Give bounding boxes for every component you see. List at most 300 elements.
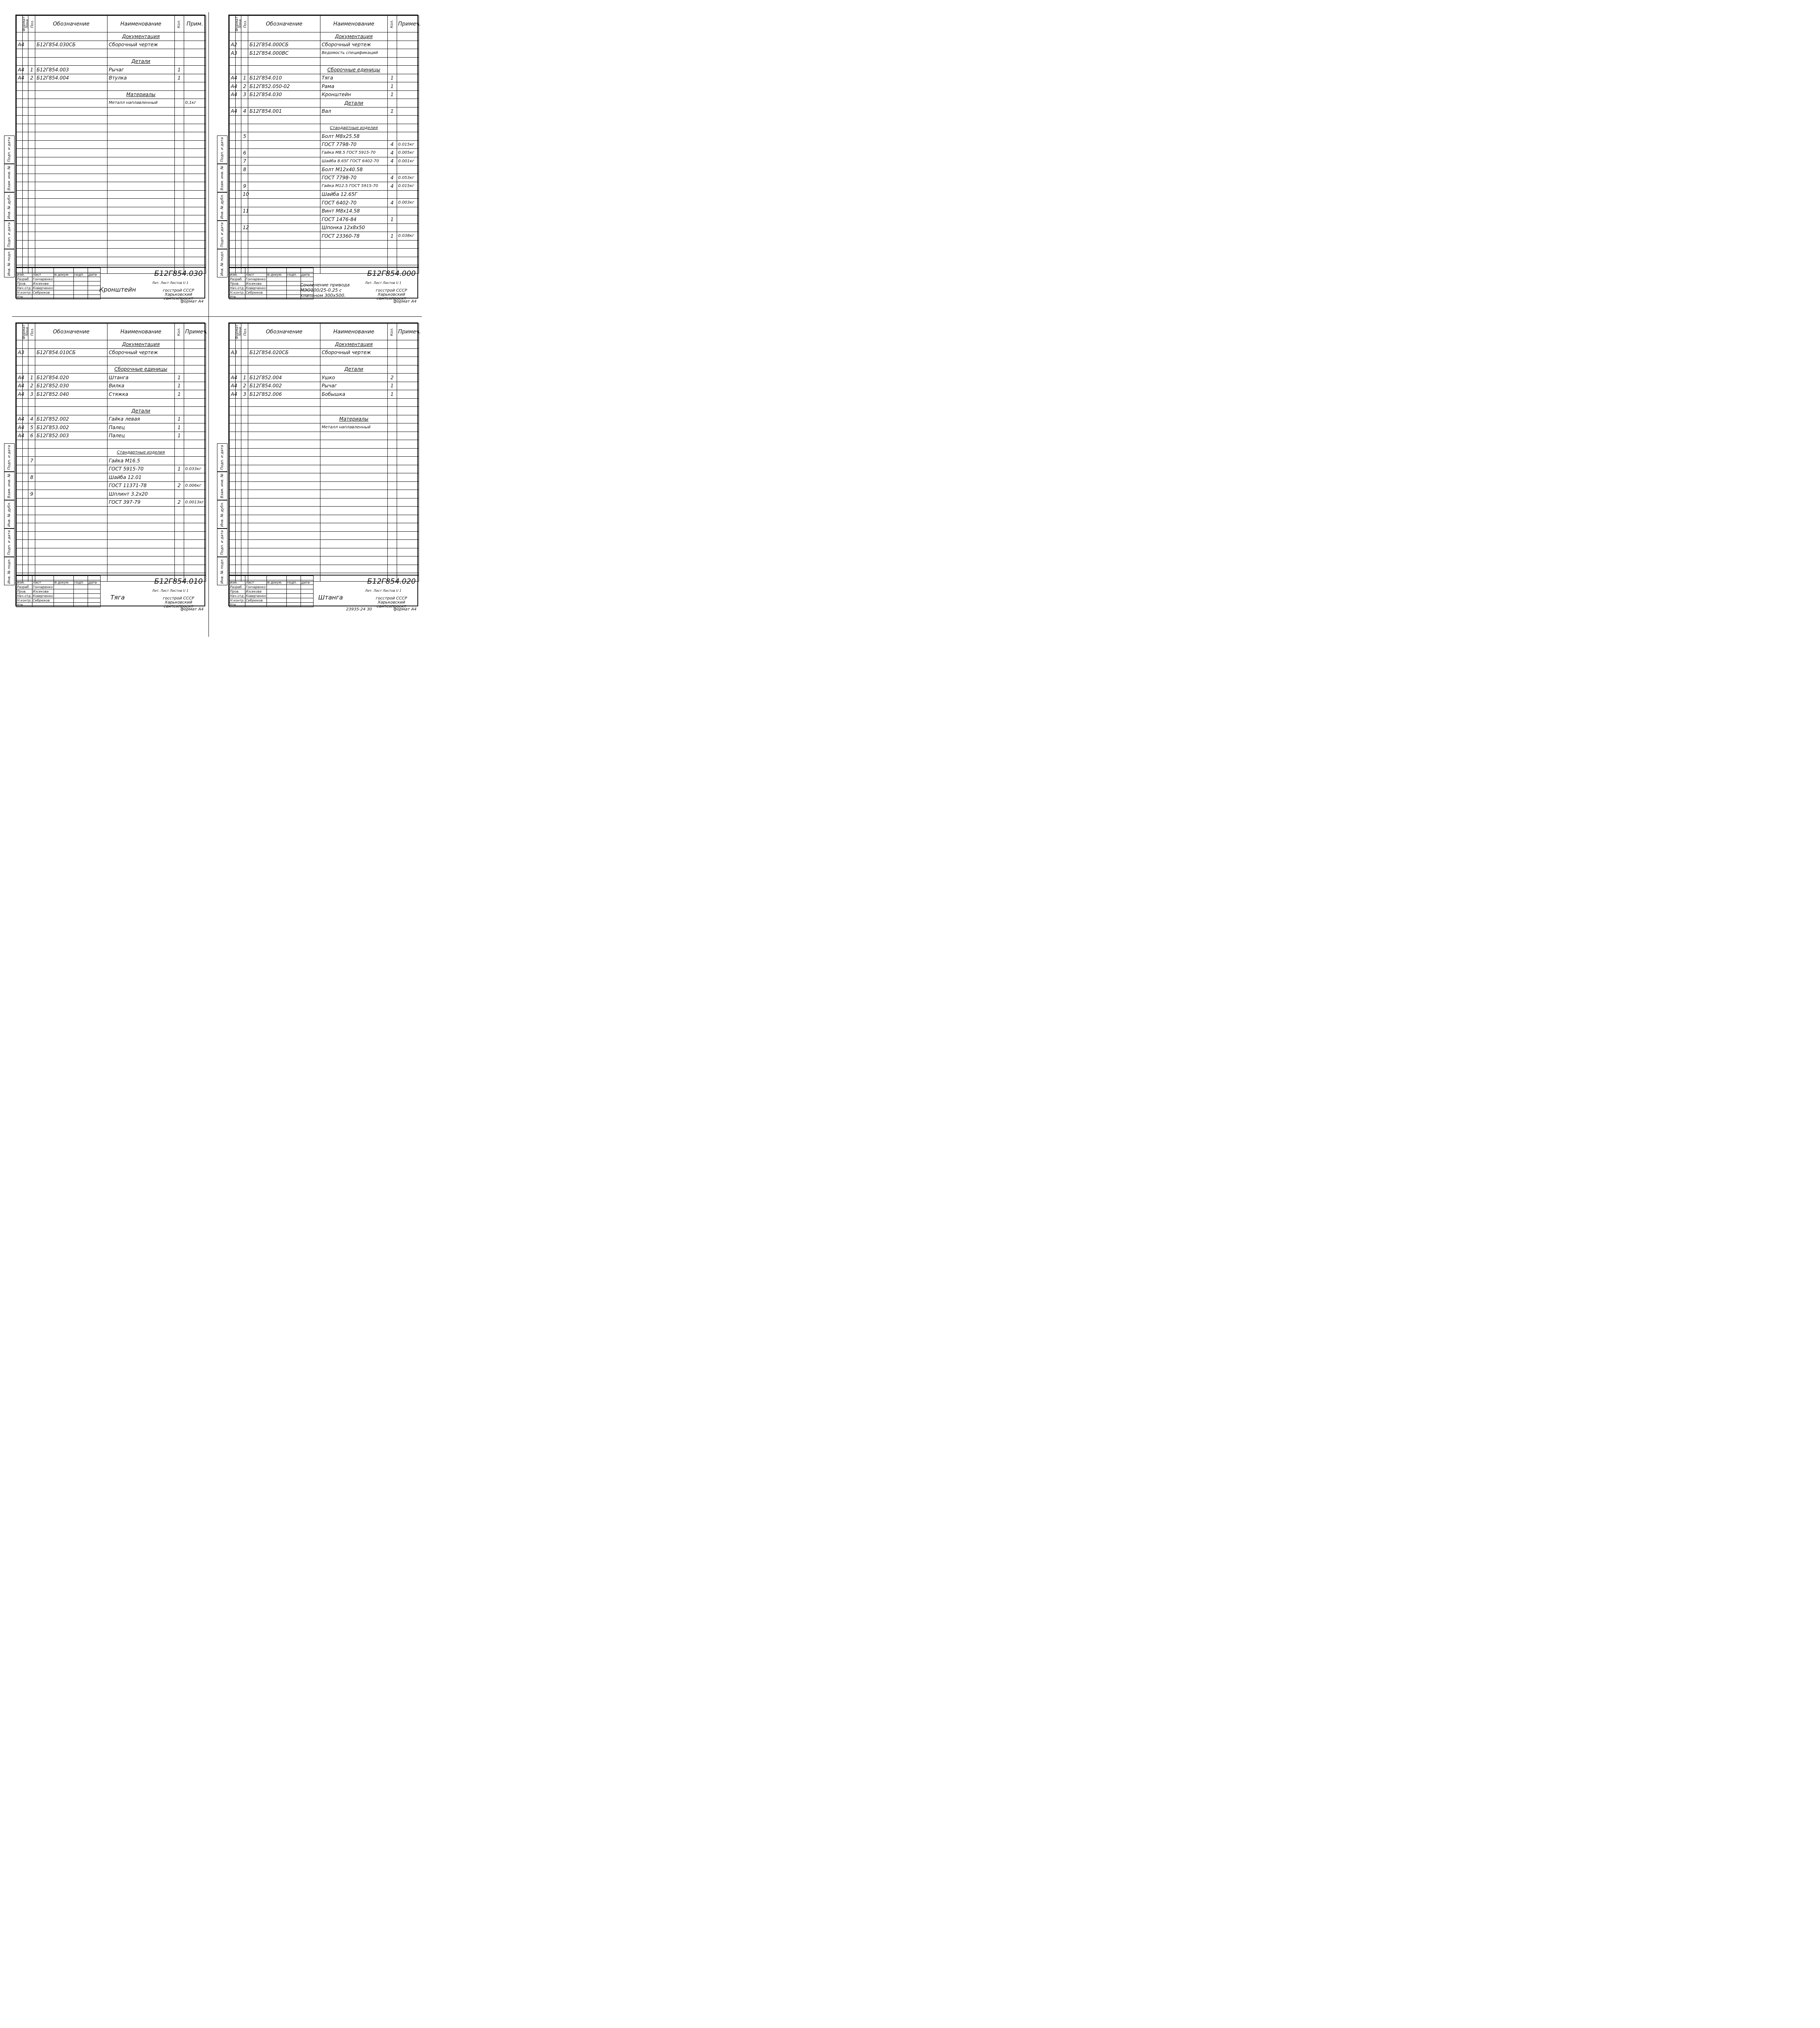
zone-cell bbox=[22, 540, 28, 548]
designation-cell bbox=[35, 132, 107, 141]
name-cell bbox=[107, 565, 174, 573]
table-row bbox=[230, 82, 419, 91]
pos-cell bbox=[28, 565, 35, 573]
zone-cell bbox=[235, 174, 241, 182]
pos-cell bbox=[241, 357, 248, 365]
format-cell bbox=[230, 423, 236, 432]
designation-cell bbox=[248, 207, 320, 215]
format-cell bbox=[17, 223, 23, 232]
qty-cell bbox=[387, 32, 397, 41]
name-cell: ГОСТ 5915-70 bbox=[107, 465, 174, 473]
qty-cell: 1 bbox=[174, 390, 184, 399]
format-cell bbox=[17, 440, 23, 449]
name-cell bbox=[107, 157, 174, 165]
note-cell bbox=[397, 440, 419, 449]
name-cell bbox=[320, 249, 387, 257]
title-block-cell bbox=[286, 281, 301, 286]
format-cell bbox=[17, 240, 23, 249]
designation-cell bbox=[248, 448, 320, 457]
table-row bbox=[230, 374, 419, 382]
format-cell: А4 bbox=[17, 390, 23, 399]
qty-header: Кол. bbox=[174, 324, 184, 340]
note-cell bbox=[184, 473, 206, 482]
pos-cell bbox=[28, 182, 35, 191]
designation-cell: Б12Г852.003 bbox=[35, 432, 107, 440]
pos-cell bbox=[241, 531, 248, 540]
designation-cell bbox=[35, 174, 107, 182]
zone-cell bbox=[22, 223, 28, 232]
name-cell: Ушко bbox=[320, 374, 387, 382]
format-label: формат А4 bbox=[180, 607, 204, 612]
table-row bbox=[230, 74, 419, 82]
title-block bbox=[229, 267, 419, 300]
pos-cell bbox=[28, 32, 35, 41]
title-block-cell bbox=[286, 295, 301, 299]
zone-cell bbox=[235, 481, 241, 490]
pos-cell bbox=[28, 556, 35, 565]
designation-cell bbox=[248, 465, 320, 473]
format-cell bbox=[17, 357, 23, 365]
zone-header: Зона bbox=[22, 324, 28, 340]
designation-cell bbox=[248, 423, 320, 432]
format-cell bbox=[230, 215, 236, 224]
note-cell bbox=[184, 140, 206, 149]
title-block-cell bbox=[266, 598, 286, 603]
pos-cell bbox=[241, 365, 248, 374]
title-block-cell bbox=[73, 295, 88, 299]
qty-cell: 1 bbox=[387, 107, 397, 116]
name-cell: Ведомость спецификаций bbox=[320, 49, 387, 58]
table-row bbox=[230, 132, 419, 141]
format-cell bbox=[230, 57, 236, 66]
format-cell bbox=[17, 49, 23, 58]
name-cell bbox=[107, 232, 174, 241]
table-row bbox=[230, 257, 419, 265]
qty-cell bbox=[387, 41, 397, 49]
title-block-cell: Н.контр. bbox=[230, 290, 245, 294]
designation-cell bbox=[35, 82, 107, 91]
designation-cell bbox=[35, 507, 107, 515]
name-cell: ГОСТ 1476-84 bbox=[320, 215, 387, 224]
note-cell bbox=[397, 498, 419, 507]
qty-cell bbox=[174, 556, 184, 565]
format-cell bbox=[230, 140, 236, 149]
table-row bbox=[230, 66, 419, 74]
designation-cell bbox=[35, 116, 107, 124]
name-cell: ГОСТ 11371-78 bbox=[107, 481, 174, 490]
designation-cell bbox=[35, 215, 107, 224]
name-cell: Втулка bbox=[107, 74, 174, 82]
format-cell: А4 bbox=[230, 82, 236, 91]
title-block-cell bbox=[32, 268, 54, 273]
table-row bbox=[17, 165, 206, 174]
note-cell bbox=[184, 382, 206, 390]
qty-cell bbox=[174, 182, 184, 191]
table-row bbox=[17, 116, 206, 124]
pos-cell bbox=[241, 249, 248, 257]
table-row bbox=[230, 90, 419, 99]
qty-cell bbox=[174, 348, 184, 357]
pos-cell bbox=[28, 57, 35, 66]
title-block-cell: Подп. bbox=[286, 273, 301, 277]
designation-cell bbox=[35, 90, 107, 99]
note-cell bbox=[397, 82, 419, 91]
format-cell bbox=[17, 215, 23, 224]
pos-cell bbox=[28, 398, 35, 407]
document-code: Б12Г854.030 bbox=[154, 269, 203, 278]
side-label-cell bbox=[4, 221, 15, 249]
table-row bbox=[17, 407, 206, 415]
qty-cell: 1 bbox=[174, 374, 184, 382]
title-block-cell bbox=[32, 603, 54, 607]
zone-cell bbox=[22, 565, 28, 573]
table-row bbox=[17, 490, 206, 498]
organization: госстрой СССР Харьковский сантехпроект bbox=[376, 596, 407, 609]
format-cell bbox=[17, 398, 23, 407]
pos-cell bbox=[28, 481, 35, 490]
title-block-cell bbox=[73, 589, 88, 594]
pos-cell bbox=[241, 215, 248, 224]
side-label-cell bbox=[217, 500, 228, 528]
zone-cell bbox=[22, 473, 28, 482]
designation-cell bbox=[248, 199, 320, 207]
pos-cell: 2 bbox=[241, 82, 248, 91]
side-label-cell bbox=[217, 192, 228, 221]
qty-cell bbox=[174, 448, 184, 457]
zone-cell bbox=[235, 357, 241, 365]
qty-cell: 1 bbox=[387, 74, 397, 82]
designation-cell bbox=[35, 523, 107, 532]
pos-cell bbox=[28, 215, 35, 224]
qty-cell bbox=[387, 49, 397, 58]
zone-cell bbox=[235, 490, 241, 498]
name-cell bbox=[320, 398, 387, 407]
pos-cell bbox=[241, 515, 248, 523]
note-cell bbox=[184, 556, 206, 565]
qty-cell bbox=[387, 498, 397, 507]
designation-cell bbox=[35, 257, 107, 265]
pos-cell: 8 bbox=[241, 165, 248, 174]
note-cell bbox=[184, 232, 206, 241]
pos-cell: 9 bbox=[28, 490, 35, 498]
format-cell bbox=[17, 249, 23, 257]
zone-cell bbox=[235, 66, 241, 74]
zone-cell bbox=[235, 548, 241, 556]
designation-cell bbox=[35, 190, 107, 199]
title-block-cell: Подп. bbox=[73, 273, 88, 277]
name-cell bbox=[107, 556, 174, 565]
side-label-cell bbox=[4, 249, 15, 277]
name-cell: Металл наплавленный bbox=[107, 99, 174, 107]
pos-cell: 4 bbox=[28, 415, 35, 423]
pos-cell bbox=[241, 548, 248, 556]
format-cell bbox=[17, 498, 23, 507]
spec-table bbox=[16, 15, 206, 274]
note-cell bbox=[397, 473, 419, 482]
table-row bbox=[230, 432, 419, 440]
qty-cell bbox=[387, 99, 397, 107]
qty-cell bbox=[387, 190, 397, 199]
title-block-cell bbox=[32, 295, 54, 299]
title-block-cell: Себрюков bbox=[32, 598, 54, 603]
note-cell bbox=[397, 223, 419, 232]
name-cell: Болт М8х25.58 bbox=[320, 132, 387, 141]
zone-cell bbox=[22, 249, 28, 257]
designation-cell bbox=[35, 223, 107, 232]
title-block-cell: Гончаренко bbox=[245, 585, 266, 589]
format-cell bbox=[17, 90, 23, 99]
title-block-cell bbox=[286, 290, 301, 295]
note-cell bbox=[184, 116, 206, 124]
pos-cell bbox=[241, 124, 248, 132]
note-cell bbox=[184, 107, 206, 116]
name-cell: Шайба 12.65Г bbox=[320, 190, 387, 199]
format-cell bbox=[230, 182, 236, 191]
note-cell bbox=[184, 223, 206, 232]
name-cell bbox=[107, 257, 174, 265]
zone-cell bbox=[235, 423, 241, 432]
designation-cell bbox=[248, 132, 320, 141]
name-cell: ГОСТ 23360-78 bbox=[320, 232, 387, 241]
name-cell bbox=[107, 174, 174, 182]
note-header: Примеч. bbox=[184, 324, 206, 340]
format-cell bbox=[230, 398, 236, 407]
designation-cell bbox=[35, 140, 107, 149]
lit-sheet-labels: Лит. Лист Листов U 1 bbox=[365, 589, 402, 593]
qty-cell bbox=[174, 149, 184, 157]
zone-cell bbox=[22, 116, 28, 124]
pos-cell bbox=[28, 132, 35, 141]
designation-cell bbox=[248, 190, 320, 199]
designation-cell bbox=[248, 481, 320, 490]
table-row bbox=[230, 365, 419, 374]
side-strip bbox=[4, 135, 15, 277]
side-label-cell bbox=[4, 557, 15, 585]
zone-cell bbox=[235, 415, 241, 423]
format-cell bbox=[17, 165, 23, 174]
pos-cell: 10 bbox=[241, 190, 248, 199]
note-header: Примеч. bbox=[397, 16, 419, 32]
pos-cell bbox=[241, 457, 248, 465]
zone-cell bbox=[22, 257, 28, 265]
title-block-cell bbox=[73, 598, 88, 603]
designation-cell bbox=[248, 515, 320, 523]
format-cell bbox=[230, 457, 236, 465]
designation-cell: Б12Г854.003 bbox=[35, 66, 107, 74]
note-cell bbox=[184, 149, 206, 157]
qty-header: Кол. bbox=[174, 16, 184, 32]
title-block-cell: Лист bbox=[245, 580, 266, 585]
format-header: Формат bbox=[17, 324, 23, 340]
name-cell: Кронштейн bbox=[320, 90, 387, 99]
name-cell bbox=[107, 398, 174, 407]
note-cell bbox=[397, 415, 419, 423]
table-row bbox=[17, 531, 206, 540]
pos-cell: 1 bbox=[28, 66, 35, 74]
table-row bbox=[17, 465, 206, 473]
designation-cell: Б12Г852.004 bbox=[248, 374, 320, 382]
zone-cell bbox=[22, 199, 28, 207]
name-cell: Детали bbox=[320, 99, 387, 107]
title-block-cell: Коверченко bbox=[245, 594, 266, 598]
pos-cell bbox=[241, 240, 248, 249]
table-row bbox=[230, 565, 419, 573]
designation-cell bbox=[248, 498, 320, 507]
name-cell bbox=[320, 548, 387, 556]
side-label: Подп. и дата bbox=[220, 530, 224, 555]
table-row bbox=[17, 57, 206, 66]
qty-cell: 1 bbox=[387, 232, 397, 241]
title-block-cell: Изм. bbox=[17, 580, 32, 585]
title-block-cell: N докум. bbox=[54, 580, 73, 585]
table-row bbox=[17, 340, 206, 349]
zone-cell bbox=[22, 240, 28, 249]
note-cell bbox=[184, 531, 206, 540]
table-row bbox=[17, 107, 206, 116]
pos-cell bbox=[28, 223, 35, 232]
note-cell: 0.015кг bbox=[397, 182, 419, 191]
name-cell bbox=[320, 481, 387, 490]
title-block-cell bbox=[54, 603, 73, 607]
table-row bbox=[230, 465, 419, 473]
qty-cell bbox=[174, 215, 184, 224]
qty-cell: 4 bbox=[387, 149, 397, 157]
name-cell: Детали bbox=[107, 57, 174, 66]
qty-cell bbox=[174, 507, 184, 515]
organization: госстрой СССР Харьковский сантехпроект bbox=[163, 596, 194, 609]
format-cell bbox=[17, 365, 23, 374]
table-row bbox=[17, 398, 206, 407]
designation-cell bbox=[35, 124, 107, 132]
title-block-cell bbox=[266, 290, 286, 295]
title-block-cell bbox=[73, 594, 88, 598]
document-code: Б12Г854.000 bbox=[367, 269, 416, 278]
zone-cell bbox=[22, 165, 28, 174]
title-block-cell: Дата bbox=[88, 273, 100, 277]
pos-cell bbox=[241, 473, 248, 482]
designation-cell: Б12Г854.000СБ bbox=[248, 41, 320, 49]
title-block-cell bbox=[88, 589, 100, 594]
side-label-cell bbox=[4, 443, 15, 472]
name-cell bbox=[320, 531, 387, 540]
note-cell bbox=[397, 540, 419, 548]
name-cell: Материалы bbox=[107, 90, 174, 99]
pos-cell bbox=[241, 398, 248, 407]
format-cell bbox=[230, 473, 236, 482]
table-row bbox=[17, 41, 206, 49]
qty-cell bbox=[174, 190, 184, 199]
format-cell bbox=[17, 190, 23, 199]
format-cell bbox=[17, 556, 23, 565]
qty-cell bbox=[387, 223, 397, 232]
note-cell bbox=[184, 457, 206, 465]
table-row bbox=[230, 249, 419, 257]
table-row bbox=[230, 57, 419, 66]
format-cell bbox=[230, 498, 236, 507]
zone-cell bbox=[235, 407, 241, 415]
qty-cell bbox=[387, 440, 397, 449]
table-row bbox=[230, 215, 419, 224]
note-cell bbox=[397, 99, 419, 107]
designation-cell bbox=[35, 232, 107, 241]
pos-cell bbox=[241, 523, 248, 532]
pos-cell: 6 bbox=[241, 149, 248, 157]
format-cell bbox=[17, 507, 23, 515]
title-block-cell: Лист bbox=[32, 273, 54, 277]
note-cell bbox=[184, 515, 206, 523]
name-cell bbox=[320, 448, 387, 457]
qty-cell bbox=[387, 398, 397, 407]
format-cell bbox=[17, 149, 23, 157]
zone-cell bbox=[235, 523, 241, 532]
title-block-cell: Н.контр. bbox=[17, 290, 32, 294]
designation-cell bbox=[35, 490, 107, 498]
designation-cell bbox=[248, 531, 320, 540]
note-cell bbox=[184, 440, 206, 449]
designation-cell bbox=[248, 165, 320, 174]
pos-cell: 2 bbox=[28, 74, 35, 82]
pos-cell bbox=[28, 116, 35, 124]
qty-cell bbox=[387, 348, 397, 357]
table-row bbox=[230, 556, 419, 565]
note-cell bbox=[397, 32, 419, 41]
format-cell bbox=[230, 124, 236, 132]
name-cell bbox=[107, 357, 174, 365]
format-cell bbox=[230, 116, 236, 124]
pos-cell bbox=[241, 490, 248, 498]
title-block-cell bbox=[54, 268, 73, 273]
qty-cell bbox=[174, 232, 184, 241]
designation-cell bbox=[35, 565, 107, 573]
table-row bbox=[17, 199, 206, 207]
designation-cell: Б12Г854.000ВС bbox=[248, 49, 320, 58]
zone-cell bbox=[22, 132, 28, 141]
qty-cell bbox=[387, 165, 397, 174]
table-row bbox=[230, 498, 419, 507]
designation-cell bbox=[248, 223, 320, 232]
pos-cell bbox=[241, 507, 248, 515]
table-row bbox=[17, 66, 206, 74]
zone-cell bbox=[22, 107, 28, 116]
table-row bbox=[17, 257, 206, 265]
format-cell bbox=[17, 531, 23, 540]
zone-cell bbox=[235, 223, 241, 232]
title-block-cell: Подп. bbox=[286, 580, 301, 585]
spec-table bbox=[229, 323, 419, 582]
qty-cell bbox=[387, 540, 397, 548]
note-cell bbox=[184, 207, 206, 215]
zone-cell bbox=[22, 140, 28, 149]
pos-cell bbox=[28, 49, 35, 58]
qty-cell bbox=[387, 423, 397, 432]
name-cell bbox=[320, 57, 387, 66]
note-cell bbox=[184, 165, 206, 174]
title-block-cell bbox=[266, 286, 286, 290]
note-cell bbox=[184, 32, 206, 41]
title-block-cell bbox=[54, 295, 73, 299]
title-block-cell: Изсекова bbox=[245, 589, 266, 594]
qty-cell bbox=[387, 548, 397, 556]
designation-cell: Б12Г854.010 bbox=[248, 74, 320, 82]
title-block-cell: Нач.отд. bbox=[17, 286, 32, 290]
name-cell: Сборочный чертеж bbox=[107, 41, 174, 49]
zone-cell bbox=[22, 232, 28, 241]
designation-cell bbox=[35, 531, 107, 540]
format-cell bbox=[230, 432, 236, 440]
designation-cell bbox=[248, 440, 320, 449]
zone-cell bbox=[22, 90, 28, 99]
note-cell bbox=[397, 457, 419, 465]
